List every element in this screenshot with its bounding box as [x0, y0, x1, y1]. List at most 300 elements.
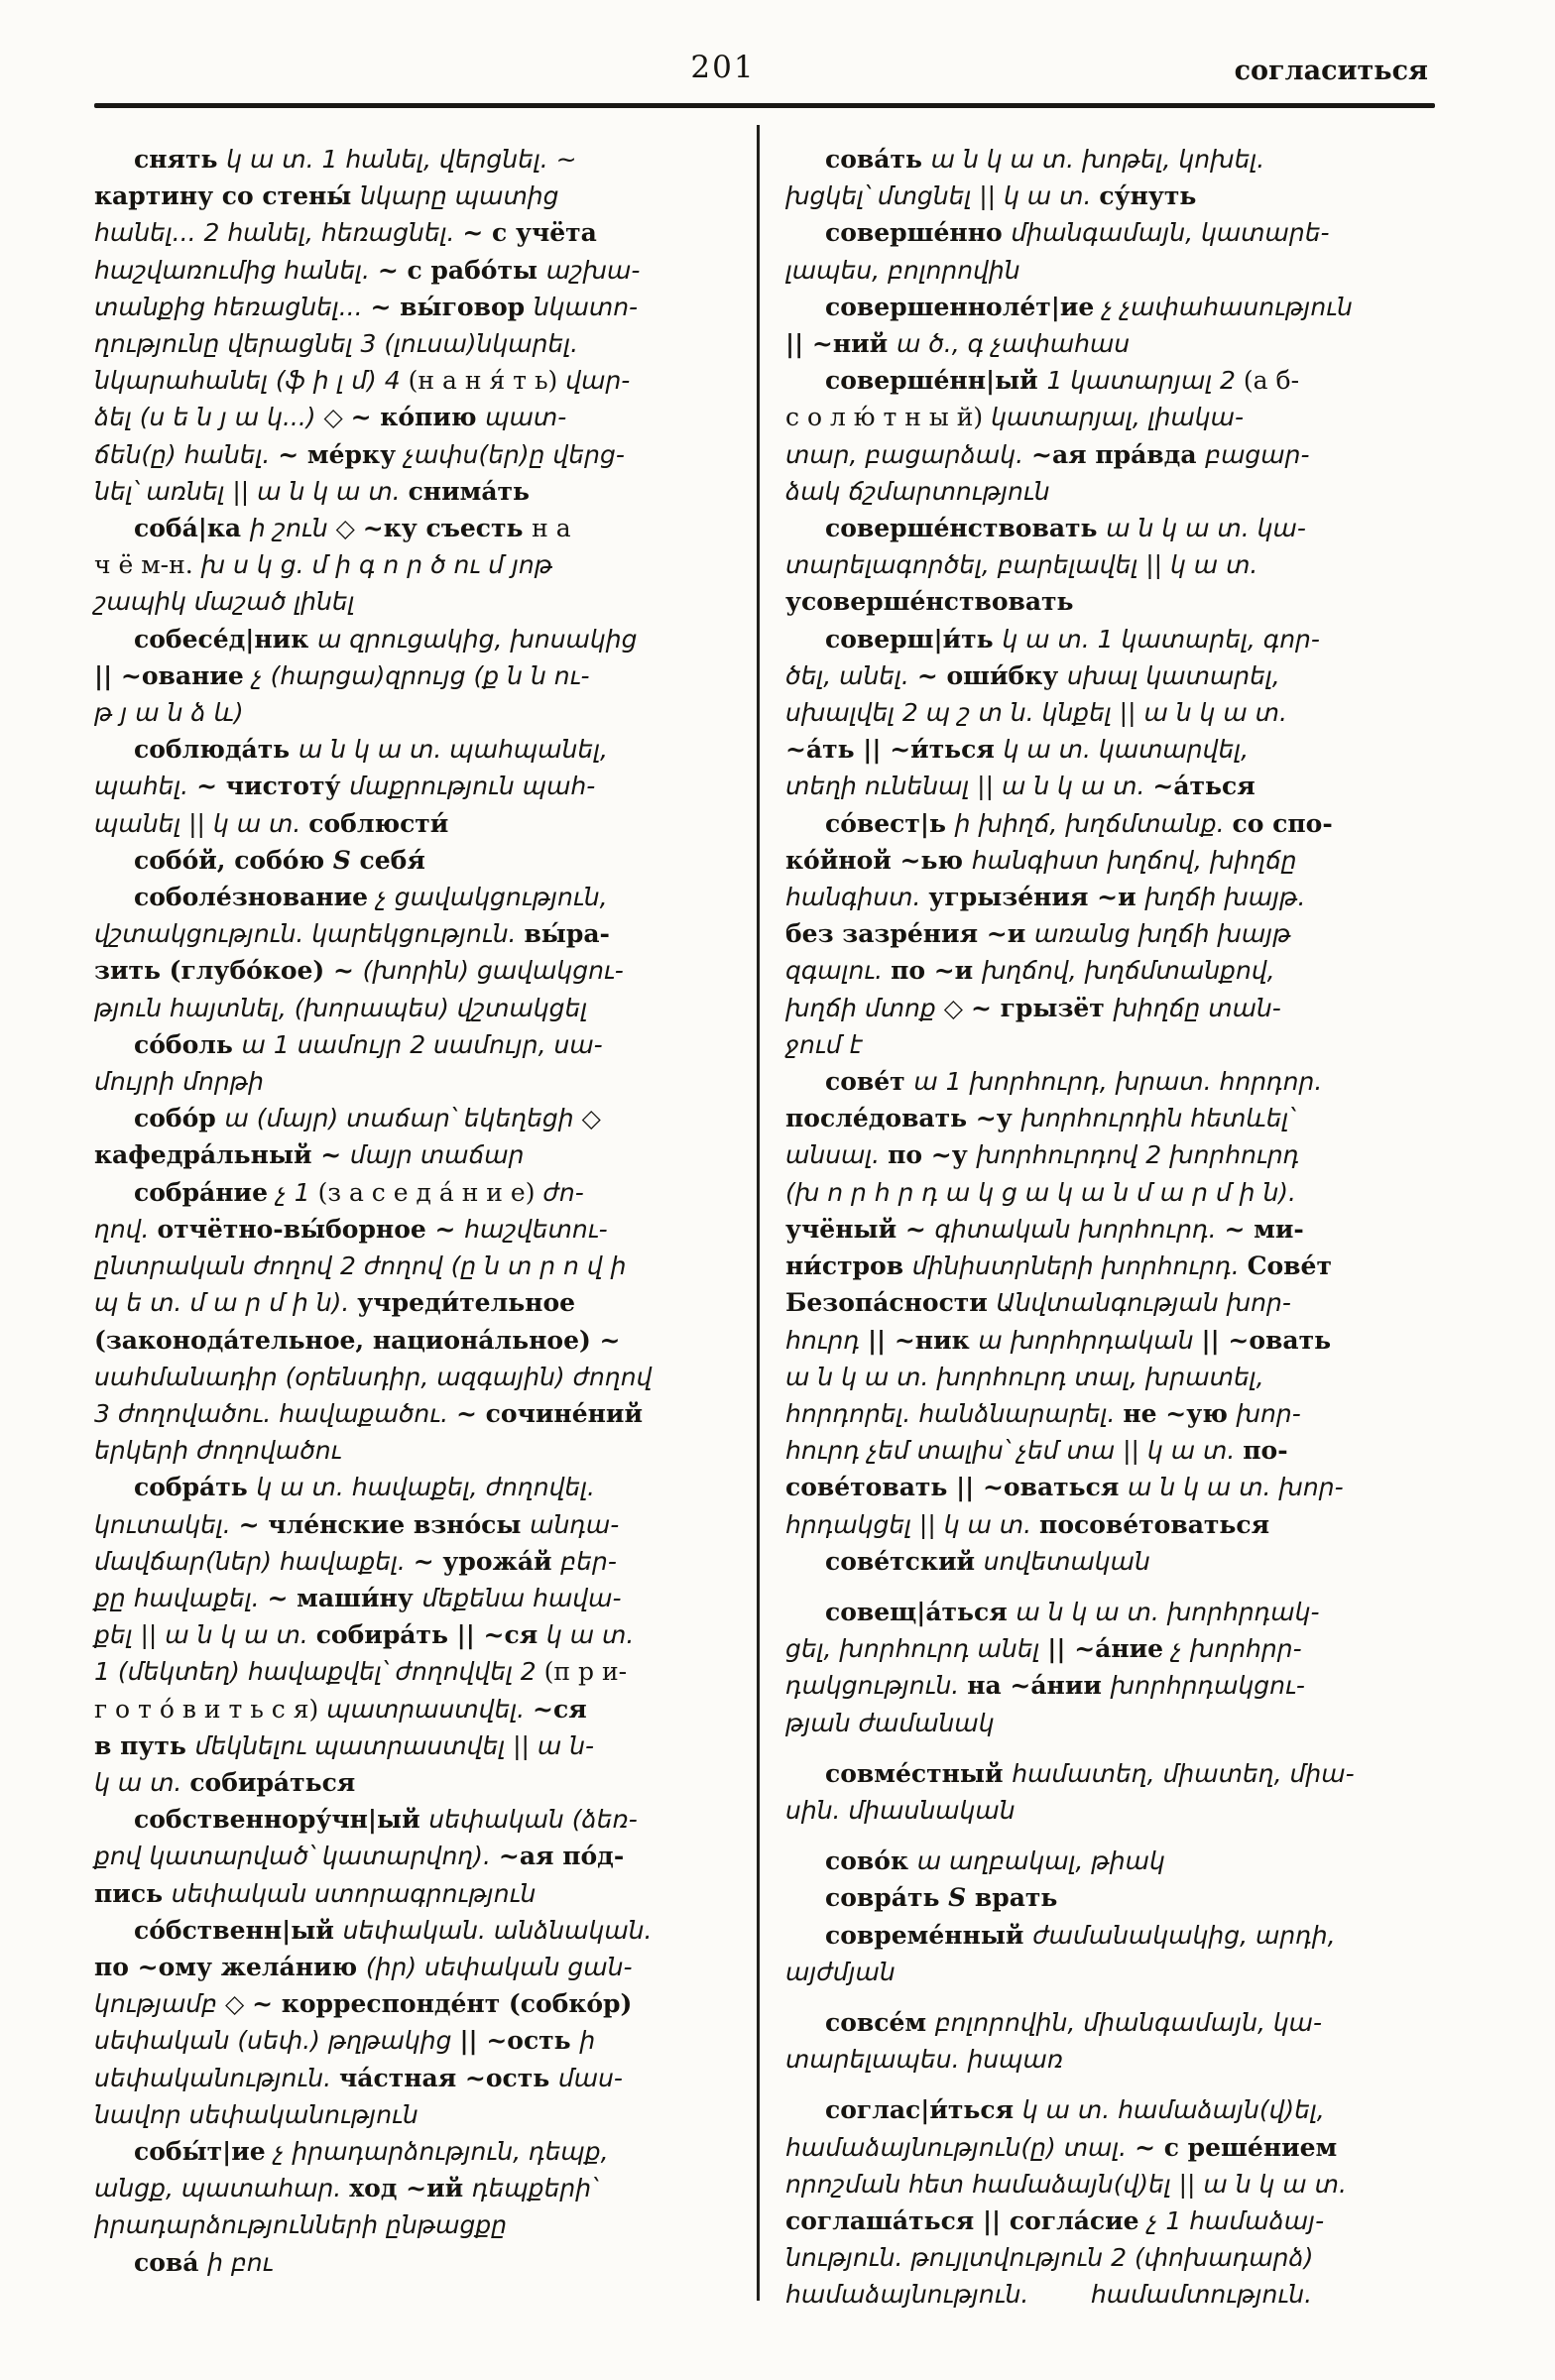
text-line: [94, 1432, 744, 1469]
text-line: [785, 1917, 1435, 1954]
text-line: [94, 1543, 744, 1580]
text-line: [94, 768, 744, 804]
text-line: [785, 1954, 1435, 1990]
text-line: [94, 325, 744, 362]
text-line: [94, 2022, 744, 2059]
armenian-text: մույրի մորթի: [94, 1067, 264, 1097]
russian-text: ~ с реше́нием: [1135, 2132, 1338, 2162]
text-line: [785, 141, 1435, 178]
text-line: [785, 657, 1435, 694]
russian-text: собо́й, собо́ю: [134, 845, 333, 875]
armenian-text: խղճով, խղճմտանքով,: [981, 956, 1275, 986]
russian-text: после́довать ~у: [785, 1104, 1021, 1133]
armenian-text: թյան ժամանակ: [785, 1708, 995, 1737]
russian-text: по ~у: [888, 1140, 977, 1170]
text-line: [785, 2004, 1435, 2041]
russian-text: || ~овать: [1201, 1325, 1332, 1355]
armenian-text: ընտրական ժողով 2 ժողով (ը ն տ ր ո վ ի: [94, 1251, 627, 1281]
armenian-text: Անվտանգության խոր-: [996, 1288, 1291, 1318]
armenian-text: սեփական ստորագրություն: [171, 1878, 537, 1908]
armenian-text: վար-: [565, 366, 631, 396]
text-line: [785, 1136, 1435, 1173]
armenian-text: ձակ ճշմարտություն: [785, 476, 1050, 506]
armenian-text: հուրդ: [785, 1325, 868, 1355]
russian-text: ни́стров: [785, 1251, 912, 1281]
text-line: [94, 1136, 744, 1173]
text-line: [785, 768, 1435, 804]
armenian-text: ի խիղճ, խղճմտանք.: [954, 808, 1233, 838]
russian-text: картину со стены́: [94, 181, 361, 211]
header-rule: [94, 103, 1435, 108]
text-line: [94, 362, 744, 399]
russian-text: ~ маши́ну: [267, 1583, 422, 1612]
russian-text: || ~ование: [94, 660, 253, 690]
armenian-text: ա ն կ ա տ. պահպանել,: [298, 735, 608, 765]
page-number: 201: [690, 50, 756, 85]
armenian-text: (խ ո ր հ ր դ ա կ ց ա կ ա ն մ ա ր մ ի ն).: [785, 1177, 1296, 1207]
text-line: [94, 1248, 744, 1284]
russian-text: совме́стный: [825, 1758, 1013, 1788]
text-line: [94, 1580, 744, 1616]
armenian-text: համատեղ, միատեղ, միա-: [1012, 1758, 1355, 1788]
text-line: [94, 879, 744, 915]
text-line: [94, 1469, 744, 1505]
russian-text: пись: [94, 1878, 172, 1908]
armenian-text: սեփականություն.: [94, 2063, 339, 2092]
armenian-text: ի: [579, 2026, 596, 2056]
russian-gloss: с о л ю́ т н ы й): [785, 403, 992, 432]
russian-text: совещ|а́ться: [825, 1597, 1017, 1626]
armenian-text: դեպքերի՝: [471, 2174, 598, 2203]
armenian-text: աշխա-: [545, 255, 641, 285]
text-line: [94, 1211, 744, 1248]
russian-text: совершенноле́т|ие: [825, 292, 1103, 321]
text-line: [94, 252, 744, 289]
text-line: [785, 805, 1435, 842]
text-line: [94, 1801, 744, 1838]
russian-text: ~ урожа́й: [413, 1546, 561, 1576]
russian-text: со́вест|ь: [825, 808, 955, 838]
armenian-text: տարելագործել, բարելավել || կ ա տ.: [785, 550, 1258, 580]
armenian-text: ա ն կ ա տ. խորհուրդ տալ, խրատել,: [785, 1362, 1264, 1391]
armenian-text: մեկնելու պատրաստվել || ա ն-: [194, 1730, 595, 1760]
russian-text: ча́стная ~ость: [339, 2063, 558, 2092]
armenian-text: նել՝ առնել || ա ն կ ա տ.: [94, 476, 409, 506]
russian-text: су́нуть: [1099, 181, 1197, 211]
see-reference-symbol: S: [332, 845, 360, 875]
armenian-text: 3 ժողովածու. հավաքածու.: [94, 1398, 457, 1428]
armenian-text: սխալ կատարել,: [1066, 660, 1280, 690]
russian-text: (законода́тельное, национа́льное) ~: [94, 1325, 621, 1355]
russian-text: сове́тский: [825, 1546, 984, 1576]
text-line: [785, 842, 1435, 879]
text-line: [785, 990, 1435, 1026]
russian-text: сова́: [134, 2247, 208, 2277]
russian-text: собо́р: [134, 1104, 225, 1133]
text-line: [94, 842, 744, 879]
russian-text: сово́к: [825, 1846, 917, 1876]
text-line: [94, 1506, 744, 1543]
text-line: [94, 990, 744, 1026]
armenian-text: չ խորհրր-: [1171, 1634, 1302, 1664]
russian-gloss: (з а с е д а́ н и е): [317, 1177, 543, 1207]
russian-text: угрызе́ния ~и: [928, 883, 1145, 912]
armenian-text: պահել.: [94, 772, 197, 801]
text-line: [94, 2206, 744, 2243]
text-line: [94, 1359, 744, 1395]
russian-text: собира́ться: [189, 1767, 356, 1797]
text-line: [785, 1322, 1435, 1359]
armenian-text: 1 կատարյալ 2: [1046, 366, 1244, 396]
text-line: [785, 399, 1435, 435]
text-line: [785, 1506, 1435, 1543]
armenian-text: սովետական: [983, 1546, 1150, 1576]
russian-text: соблюда́ть: [134, 735, 299, 765]
text-line: [785, 915, 1435, 952]
armenian-text: կ ա տ. համաձայն(վ)ել,: [1021, 2095, 1325, 2125]
armenian-text: թ յ ա ն ձ և): [94, 698, 244, 728]
text-line: [94, 2244, 744, 2281]
russian-text: собра́ть: [134, 1473, 257, 1502]
see-reference-symbol: S: [948, 1883, 975, 1913]
armenian-text: համաձայնություն(ը) տալ.: [785, 2132, 1136, 2162]
russian-text: ход ~ий: [349, 2174, 472, 2203]
russian-text: Сове́т: [1247, 1251, 1332, 1281]
text-line: [785, 1843, 1435, 1879]
armenian-text: կ ա տ.: [94, 1767, 190, 1797]
text-line: [94, 952, 744, 989]
armenian-text: թյուն հայտնել, (խորապես) վշտակցել: [94, 993, 588, 1022]
text-line: [785, 583, 1435, 620]
armenian-text: ա (մայր) տաճար՝ եկեղեցի ◇: [224, 1104, 601, 1133]
text-line: [785, 510, 1435, 546]
russian-text: кафедра́льный ~: [94, 1140, 350, 1170]
armenian-text: պանել || կ ա տ.: [94, 808, 309, 838]
russian-text: ~ ми-: [1224, 1214, 1304, 1244]
text-line: [94, 731, 744, 768]
text-line: [94, 1616, 744, 1653]
russian-text: || ~ость: [459, 2026, 580, 2056]
russian-gloss: г о т о́ в и т ь с я): [94, 1694, 327, 1724]
text-line: [785, 2041, 1435, 2078]
armenian-text: շապիկ մաշած լինել: [94, 587, 355, 617]
russian-text: || ~ник: [867, 1325, 979, 1355]
text-line: [785, 178, 1435, 214]
armenian-text: չ 1: [276, 1177, 318, 1207]
armenian-text: խորհրդակցու-: [1110, 1671, 1305, 1701]
armenian-text: ա ն կ ա տ. խոր-: [1128, 1473, 1344, 1502]
russian-text: без зазре́ния ~и: [785, 919, 1034, 949]
russian-text: по ~и: [891, 956, 982, 986]
russian-text: соверш|и́ть: [825, 624, 1003, 654]
text-line: [785, 731, 1435, 768]
russian-text: зить (глубо́кое) ~: [94, 956, 363, 986]
armenian-text: մայր տաճար: [349, 1140, 525, 1170]
russian-text: ~а́ться: [1152, 772, 1256, 801]
armenian-text: ջում է: [785, 1029, 863, 1059]
armenian-text: հրդակցել || կ ա տ.: [785, 1509, 1040, 1539]
armenian-text: կուտակել.: [94, 1509, 239, 1539]
russian-text: собира́ть || ~ся: [315, 1620, 546, 1650]
russian-text: не ~ую: [1123, 1398, 1237, 1428]
text-line: [785, 1432, 1435, 1469]
armenian-text: կությամբ ◇: [94, 1989, 253, 2019]
armenian-text: բոլորովին, միանգամայն, կա-: [934, 2007, 1323, 2037]
text-line: [785, 2091, 1435, 2128]
armenian-text: ա ն կ ա տ. խոթել, կոխել.: [930, 145, 1265, 174]
russian-text: собесе́д|ник: [134, 624, 317, 654]
russian-text: ~ с учёта: [462, 218, 597, 248]
russian-text: Безопа́сности: [785, 1288, 997, 1318]
armenian-text: նկարահանել (ֆ ի լ մ) 4: [94, 366, 409, 396]
armenian-text: անցք, պատահար.: [94, 2174, 350, 2203]
text-line: [785, 1284, 1435, 1321]
russian-text: соба́|ка: [134, 514, 250, 543]
russian-gloss: ч ё м-н.: [94, 550, 201, 580]
armenian-text: խ ս կ ց. մ ի գ ո ր ծ ու մ յոթ: [200, 550, 553, 580]
armenian-text: ա 1 սամույր 2 սամույր, սա-: [241, 1029, 603, 1059]
text-line: [94, 546, 744, 583]
russian-text: совра́ть: [825, 1883, 949, 1913]
text-line: [94, 2096, 744, 2133]
russian-text: ~ ко́пию: [350, 403, 486, 432]
armenian-text: սեփական (սեփ.) թղթակից: [94, 2026, 460, 2056]
text-line: [94, 1838, 744, 1874]
russian-text: по-: [1243, 1436, 1288, 1466]
russian-text: себя́: [359, 845, 425, 875]
armenian-text: պատրաստվել.: [326, 1694, 534, 1724]
russian-text: со спо-: [1232, 808, 1333, 838]
text-line: [94, 399, 744, 435]
russian-text: снять: [134, 145, 227, 174]
russian-text: ~ ме́рку: [278, 439, 405, 469]
armenian-text: հանգիստ.: [785, 883, 929, 912]
russian-text: соверше́нн|ый: [825, 366, 1047, 396]
russian-text: посове́товаться: [1039, 1509, 1270, 1539]
armenian-text: կ ա տ. հավաքել, ժողովել.: [256, 1473, 595, 1502]
armenian-text: չ չափահասություն: [1102, 292, 1353, 321]
russian-text: ко́йной ~ью: [785, 845, 972, 875]
armenian-text: տարելապես. իսպառ: [785, 2045, 1064, 2075]
armenian-text: նավոր սեփականություն: [94, 2099, 419, 2129]
armenian-text: (խորին) ցավակցու-: [362, 956, 624, 986]
text-line: [785, 1755, 1435, 1792]
text-line: [785, 1705, 1435, 1741]
text-line: [94, 2060, 744, 2096]
text-line: [94, 915, 744, 952]
russian-text: ~ грызёт: [970, 993, 1114, 1022]
armenian-text: ի շուն ◇: [249, 514, 363, 543]
russian-text: соблюсти́: [308, 808, 449, 838]
armenian-text: տանքից հեռացնել...: [94, 292, 371, 321]
armenian-text: միանգամայն, կատարե-: [1011, 218, 1330, 248]
armenian-text: հուրդ չեմ տալիս՝ չեմ տա || կ ա տ.: [785, 1436, 1244, 1466]
text-line: [785, 1395, 1435, 1432]
text-line: [94, 473, 744, 510]
armenian-text: ի բու: [207, 2247, 274, 2277]
text-line: [94, 1174, 744, 1211]
text-line: [94, 510, 744, 546]
russian-text: собы́т|ие: [134, 2136, 275, 2166]
text-line: [94, 1875, 744, 1912]
text-line: [94, 1949, 744, 1985]
russian-gloss: (н а н я́ т ь): [408, 366, 566, 396]
armenian-text: գիտական խորհուրդ.: [934, 1214, 1225, 1244]
armenian-text: մաքրություն պահ-: [349, 772, 596, 801]
armenian-text: ցել, խորհուրդ անել: [785, 1634, 1048, 1664]
text-line: [94, 1985, 744, 2022]
text-line: [94, 1284, 744, 1321]
text-line: [94, 1063, 744, 1100]
armenian-text: պ ե տ. մ ա ր մ ի ն).: [94, 1288, 358, 1318]
russian-text: учёный ~: [785, 1214, 935, 1244]
text-line: [785, 1630, 1435, 1667]
text-line: [785, 289, 1435, 325]
armenian-text: սխալվել 2 պ շ տ ն. կնքել || ա ն կ ա տ.: [785, 698, 1287, 728]
armenian-text: երկերի ժողովածու: [94, 1436, 342, 1466]
armenian-text: քը հավաքել.: [94, 1583, 268, 1612]
text-line: [785, 1248, 1435, 1284]
armenian-text: խոր-: [1236, 1398, 1301, 1428]
russian-text: учреди́тельное: [357, 1288, 576, 1318]
armenian-text: անսալ.: [785, 1140, 889, 1170]
russian-text: усоверше́нствовать: [785, 587, 1074, 617]
armenian-text: լապես, բոլորովին: [785, 255, 1020, 285]
armenian-text: դակցություն.: [785, 1671, 968, 1701]
armenian-text: հաշվետու-: [464, 1214, 608, 1244]
armenian-text: հանել... 2 հանել, հեռացնել.: [94, 218, 463, 248]
armenian-text: նություն. թույլտվություն 2 (փոխադարձ): [785, 2243, 1314, 2273]
russian-text: ~а́ть || ~и́ться: [785, 735, 1004, 765]
armenian-text: հորդորել. հանձնարարել.: [785, 1398, 1124, 1428]
armenian-text: բացար-: [1205, 439, 1310, 469]
text-line: [94, 1395, 744, 1432]
armenian-text: հաշվառումից հանել.: [94, 255, 378, 285]
russian-text: ~ оши́бку: [916, 660, 1067, 690]
armenian-text: հանգիստ խղճով, խիղճը: [971, 845, 1297, 875]
armenian-text: բեր-: [560, 1546, 617, 1576]
russian-text: в путь: [94, 1730, 195, 1760]
armenian-text: այժմյան: [785, 1957, 896, 1986]
text-line: [785, 1792, 1435, 1829]
russian-text: ~ с рабо́ты: [377, 255, 546, 285]
text-line: [94, 1026, 744, 1063]
armenian-text: ա աղբակալ, թիակ: [916, 1846, 1165, 1876]
russian-text: ~ся: [533, 1694, 587, 1724]
text-line: [785, 694, 1435, 731]
russian-text: || ~а́ние: [1047, 1634, 1172, 1664]
russian-text: соглас|и́ться: [825, 2095, 1022, 2125]
russian-text: совреме́нный: [825, 1920, 1033, 1950]
armenian-text: քով կատարված՝ կատարվող).: [94, 1842, 499, 1871]
russian-text: соглаша́ться || согла́сие: [785, 2205, 1148, 2235]
armenian-text: տար, բացարձակ.: [785, 439, 1031, 469]
text-line: [785, 436, 1435, 473]
text-line: [94, 2133, 744, 2170]
armenian-text: (իր) սեփական ցան-: [365, 1952, 633, 1981]
armenian-text: կ ա տ. կատարվել,: [1003, 735, 1250, 765]
russian-text: ~ая пра́вда: [1031, 439, 1206, 469]
russian-text: собра́ние: [134, 1177, 277, 1207]
text-line: [785, 1667, 1435, 1704]
armenian-text: ղով.: [94, 1214, 158, 1244]
russian-text: врать: [974, 1883, 1058, 1913]
armenian-text: իրադարձությունների ընթացքը: [94, 2210, 508, 2240]
header-guide-word: согласиться: [1234, 56, 1428, 86]
armenian-text: մեքենա հավա-: [421, 1583, 622, 1612]
text-line: [785, 1543, 1435, 1580]
armenian-text: ծել, անել.: [785, 660, 917, 690]
armenian-text: չ (հարցա)զրույց (ք ն ն ու-: [252, 660, 590, 690]
armenian-text: մավճար(ներ) հավաքել.: [94, 1546, 414, 1576]
armenian-text: վշտակցություն. կարեկցություն.: [94, 919, 525, 949]
text-line: [94, 1653, 744, 1690]
russian-text: ~ сочине́ний: [456, 1398, 644, 1428]
text-line: [785, 2129, 1435, 2166]
russian-text: сове́т: [825, 1067, 914, 1097]
russian-text: ~ая по́д-: [498, 1842, 625, 1871]
text-line: [94, 178, 744, 214]
russian-text: соверше́нно: [825, 218, 1012, 248]
text-line: [785, 214, 1435, 251]
russian-text: со́боль: [134, 1029, 242, 1059]
armenian-text: խորհուրդին հետևել՝: [1020, 1104, 1295, 1133]
armenian-text: ձել (ս ե ն յ ա կ...) ◇: [94, 403, 351, 432]
text-line: [94, 2170, 744, 2206]
text-line: [94, 1691, 744, 1727]
armenian-text: առանց խղճի խայթ: [1033, 919, 1291, 949]
text-line: [94, 436, 744, 473]
text-line: [94, 583, 744, 620]
armenian-text: չ ցավակցություն,: [376, 883, 608, 912]
text-line: [785, 621, 1435, 657]
armenian-text: ա ծ., գ չափահաս: [896, 329, 1131, 359]
armenian-text: խիղճը տան-: [1113, 993, 1281, 1022]
text-line: [94, 657, 744, 694]
armenian-text: համաձայնություն. համամտություն.: [785, 2280, 1313, 2310]
armenian-text: կ ա տ. 1 հանել, վերցնել. ~: [226, 145, 577, 174]
russian-text: вы́ра-: [524, 919, 610, 949]
armenian-text: որոշման հետ համաձայն(վ)ել || ա ն կ ա տ.: [785, 2169, 1347, 2199]
text-line: [94, 214, 744, 251]
russian-text: ~ корреспонде́нт (собко́р): [252, 1989, 633, 2019]
text-line: [785, 1359, 1435, 1395]
armenian-text: ա ն կ ա տ. խորհրդակ-: [1016, 1597, 1320, 1626]
russian-text: совсе́м: [825, 2007, 935, 2037]
armenian-text: չ 1 համաձայ-: [1147, 2205, 1325, 2235]
armenian-text: խղճի մտոք ◇: [785, 993, 971, 1022]
armenian-text: քել || ա ն կ ա տ.: [94, 1620, 316, 1650]
text-line: [785, 2166, 1435, 2202]
text-line: [94, 141, 744, 178]
armenian-text: ճեն(ը) հանել.: [94, 439, 279, 469]
russian-text: сова́ть: [825, 145, 931, 174]
text-line: [785, 325, 1435, 362]
armenian-text: չ իրադարձություն, դեպք,: [274, 2136, 609, 2166]
armenian-text: ղությունը վերացնել 3 (լուսա)նկարել.: [94, 329, 579, 359]
text-line: [785, 1026, 1435, 1063]
right-column: [785, 141, 1435, 2314]
russian-text: сове́товать || ~оваться: [785, 1473, 1129, 1502]
text-line: [785, 2239, 1435, 2276]
text-line: [94, 805, 744, 842]
russian-text: на ~а́нии: [967, 1671, 1111, 1701]
armenian-text: ա զրուցակից, խոսակից: [316, 624, 638, 654]
russian-text: соболе́знование: [134, 883, 377, 912]
text-line: [785, 1879, 1435, 1916]
text-line: [94, 289, 744, 325]
russian-gloss: н а: [532, 514, 571, 543]
